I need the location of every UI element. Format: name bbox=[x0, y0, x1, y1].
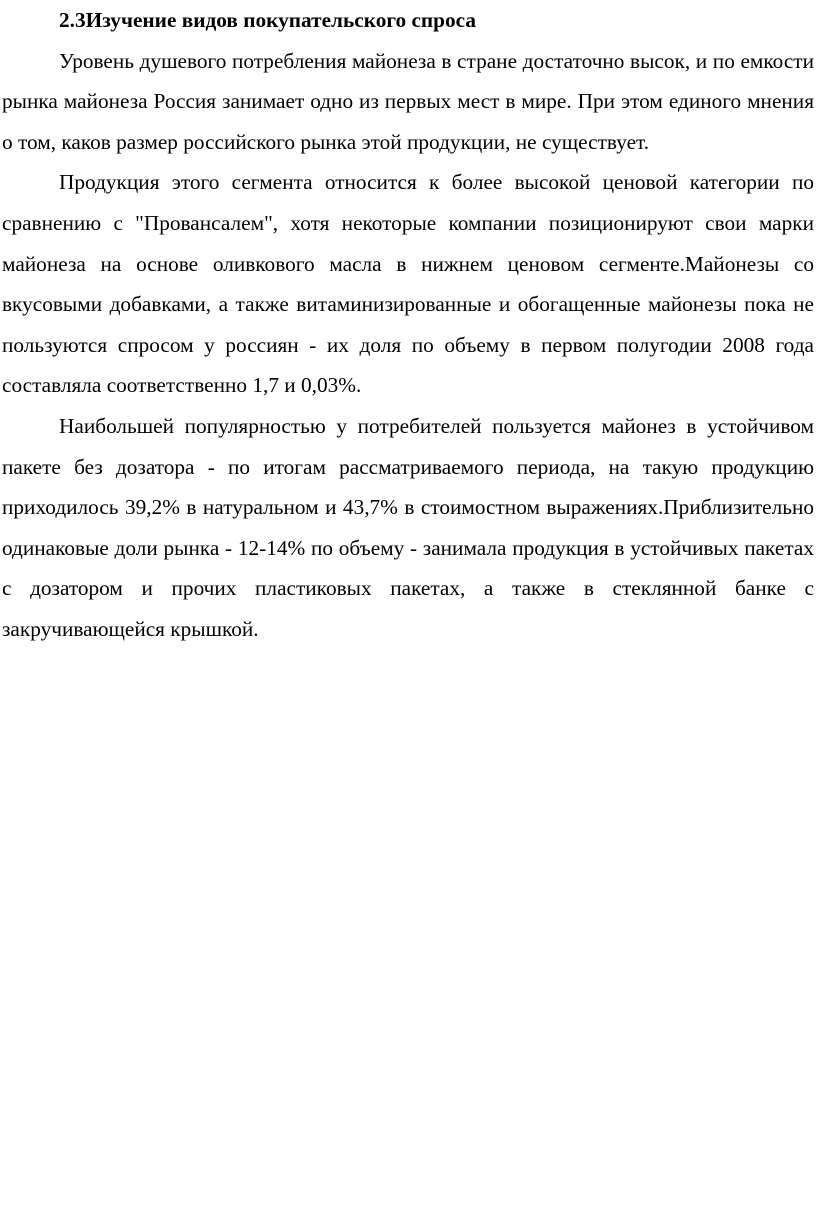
paragraph-1: Уровень душевого потребления майонеза в стране достаточно высок, и по емкости рынка майонеза Россия занимает одно из первых мест в мире. При этом единого мнения о том, каков размер российского рынка этой продукции, не существует. bbox=[2, 48, 814, 154]
section-number: 2.3 bbox=[59, 8, 86, 32]
paragraph-2: Продукция этого сегмента относится к более высокой ценовой категории по сравнению с "Провансалем", хотя некоторые компании позиционируют свои марки майонеза на основе оливкового масла в нижнем ценовом сегменте.Майонезы со вкусовыми добавками, а также витаминизированные и обогащенные майонезы пока не пользуются спросом у россиян - их доля по объему в первом полугодии 2008 года составляла соответственно 1,7 и 0,03%. bbox=[2, 170, 814, 398]
paragraph-3: Наибольшей популярностью у потребителей пользуется майонез в устойчивом пакете без дозатора - по итогам рассматриваемого периода, на такую продукцию приходилось 39,2% в натуральном и 43,7% в стоимостном выражениях.Приблизительно одинаковые доли рынка - 12-14% по объему - занимала продукция в устойчивых пакетах с дозатором и прочих пластиковых пакетах, а также в стеклянной банке с закручивающейся крышкой. bbox=[2, 413, 814, 641]
section-title: Изучение видов покупательского спроса bbox=[85, 8, 477, 32]
document-body bbox=[2, 0, 814, 650]
section-heading bbox=[2, 0, 814, 41]
